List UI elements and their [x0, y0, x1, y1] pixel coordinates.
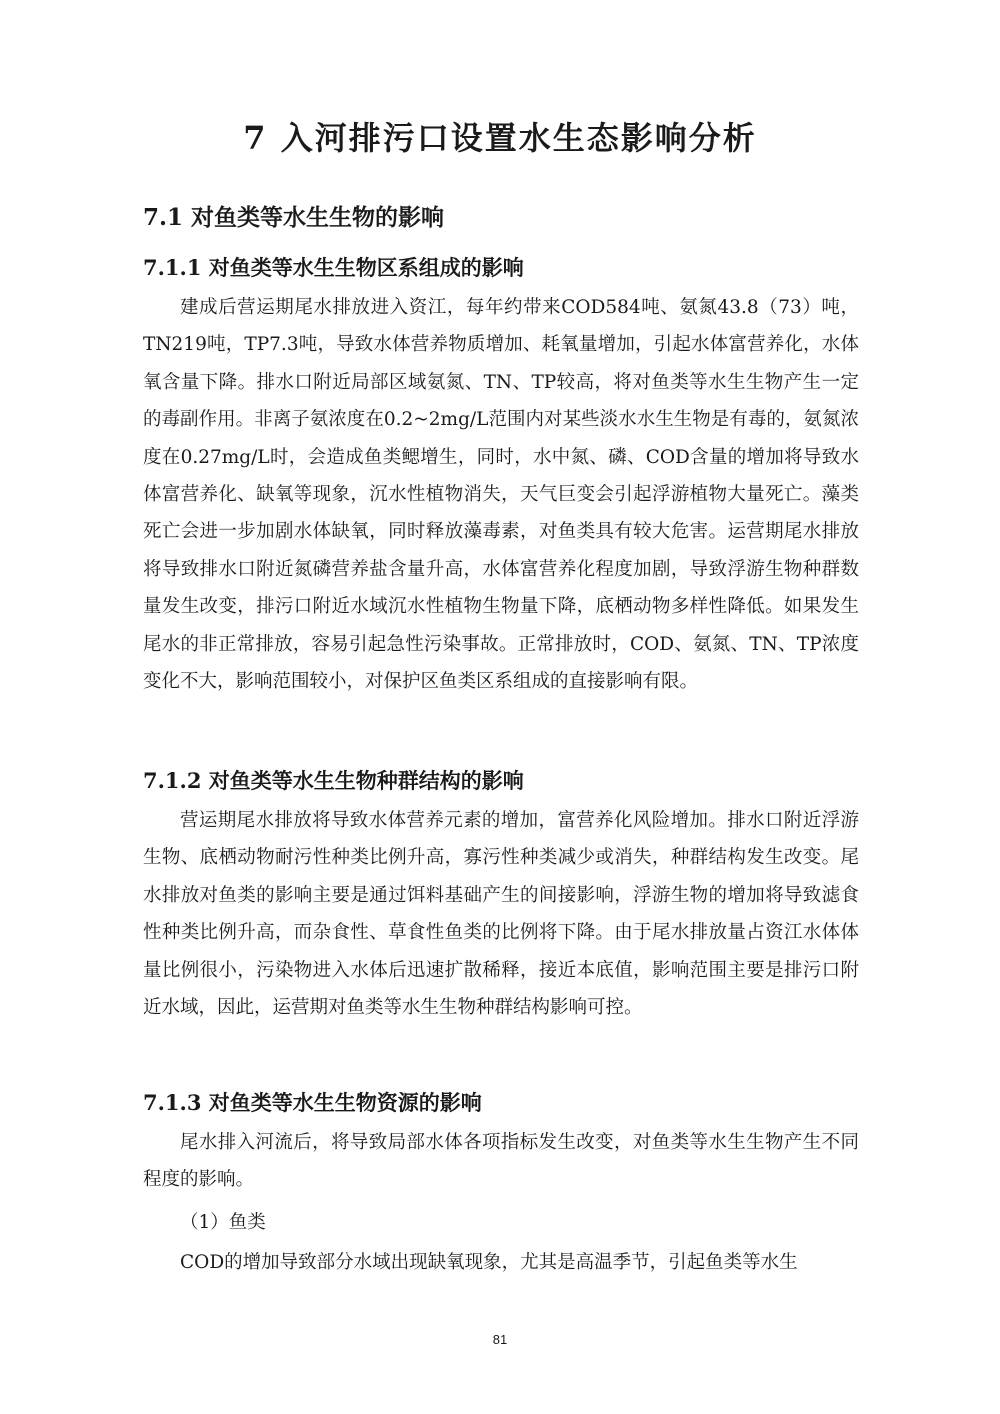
paragraph-7-1-3: 尾水排入河流后，将导致局部水体各项指标发生改变，对鱼类等水生生物产生不同程度的影响。 [143, 1132, 859, 1191]
section-heading-7-1-2: 7.1.2 对鱼类等水生生物种群结构的影响 [143, 768, 524, 793]
section-heading-7-1-1: 7.1.1 对鱼类等水生生物区系组成的影响 [143, 255, 524, 280]
chapter-title: 7 入河排污口设置水生态影响分析 [243, 119, 757, 157]
page-number: 81 [492, 1332, 508, 1347]
list-item-fish: （1）鱼类 [180, 1212, 266, 1233]
paragraph-7-1-2: 营运期尾水排放将导致水体营养元素的增加，富营养化风险增加。排水口附近浮游生物、底栖动物耐污性种类比例升高，寡污性种类减少或消失，种群结构发生改变。尾水排放对鱼类的影响主要是通过饵料基础产生的间接影响，浮游生物的增加将导致滤食性种类比例升高，而杂食性、草食性鱼类的比例将下降。由于尾水排放量占资江水体体量比例很小，污染物进入水体后迅速扩散稀释，接近本底值，影响范围主要是排污口附近水域，因此，运营期对鱼类等水生生物种群结构影响可控。 [143, 810, 859, 1019]
paragraph-7-1-3-fish: COD的增加导致部分水域出现缺氧现象，尤其是高温季节，引起鱼类等水生 [180, 1252, 798, 1273]
paragraph-7-1-1: 建成后营运期尾水排放进入资江，每年约带来COD584吨、氨氮43.8（73）吨，TN219吨，TP7.3吨，导致水体营养物质增加、耗氧量增加，引起水体富营养化，水体氧含量下降。排水口附近局部区域氨氮、TN、TP较高，将对鱼类等水生生物产生一定的毒副作用。非离子氨浓度在0.2~2mg/L范围内对某些淡水水生生物是有毒的，氨氮浓度在0.27mg/L时，会造成鱼类鳃增生，同时，水中氮、磷、COD含量的增加将导致水体富营养化、缺氧等现象，沉水性植物消失，天气巨变会引起浮游植物大量死亡。藻类死亡会进一步加剧水体缺氧，同时释放藻毒素，对鱼类具有较大危害。运营期尾水排放将导致排水口附近氮磷营养盐含量升高，水体富营养化程度加剧，导致浮游生物种群数量发生改变，排污口附近水域沉水性植物生物量下降，底栖动物多样性降低。如果发生尾水的非正常排放，容易引起急性污染事故。正常排放时，COD、氨氮、TN、TP浓度变化不大，影响范围较小，对保护区鱼类区系组成的直接影响有限。 [143, 297, 859, 693]
section-heading-7-1: 7.1 对鱼类等水生生物的影响 [143, 204, 445, 231]
section-heading-7-1-3: 7.1.3 对鱼类等水生生物资源的影响 [143, 1090, 482, 1115]
